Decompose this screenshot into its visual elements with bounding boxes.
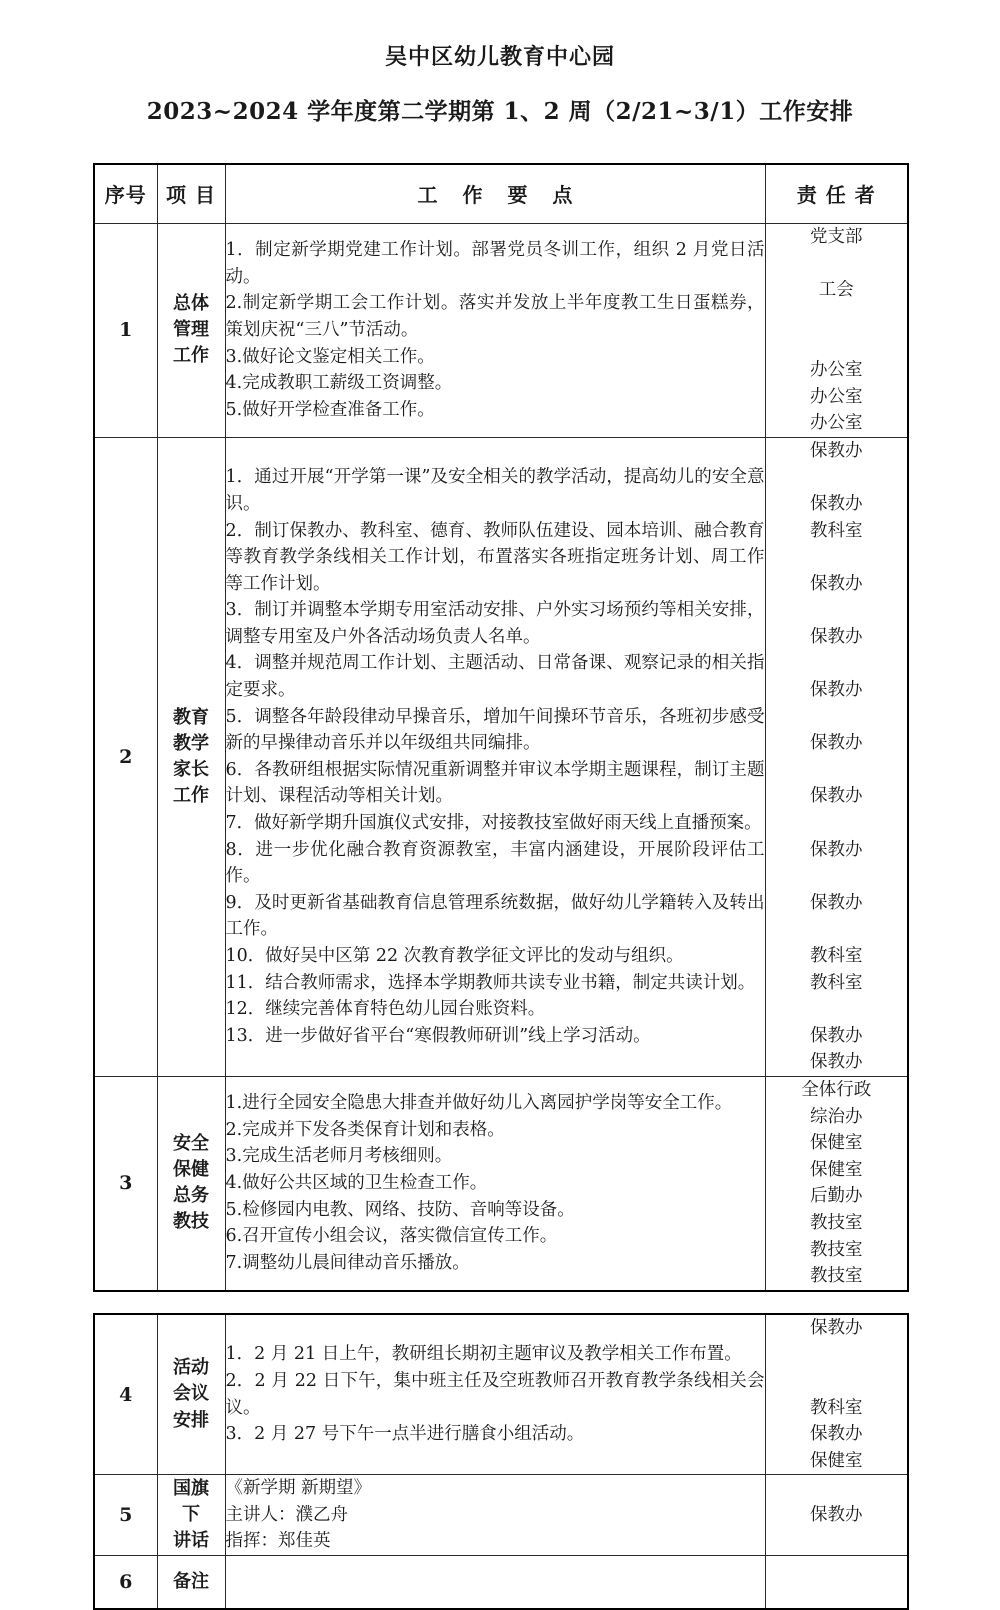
row-work-points bbox=[225, 1475, 765, 1556]
row-responsible bbox=[765, 1314, 908, 1475]
responsible-line: 保教办 bbox=[810, 733, 863, 754]
work-item: 6.召开宣传小组会议，落实微信宣传工作。 bbox=[225, 1226, 558, 1247]
responsible-line: 工会 bbox=[818, 280, 854, 301]
project-line: 备注 bbox=[173, 1571, 209, 1593]
row-project bbox=[157, 437, 225, 1076]
responsible-line-spacer bbox=[766, 597, 908, 624]
responsible-line-spacer bbox=[766, 810, 908, 837]
responsible-line-spacer bbox=[766, 916, 908, 943]
row-project bbox=[157, 1556, 225, 1610]
responsible-line: 保教办 bbox=[810, 1504, 863, 1525]
row-work-points-empty bbox=[225, 1556, 765, 1610]
project-line: 保健 bbox=[173, 1159, 209, 1181]
responsible-line: 保教办 bbox=[810, 839, 863, 860]
project-line: 活动 bbox=[173, 1357, 209, 1379]
table-row bbox=[94, 1076, 908, 1290]
work-item: 8．进一步优化融合教育资源教室，丰富内涵建设，开展阶段评估工作。 bbox=[225, 839, 765, 887]
project-line: 国旗 bbox=[173, 1478, 209, 1500]
row-project bbox=[157, 223, 225, 437]
project-line: 总务 bbox=[173, 1185, 209, 1207]
schedule-table-top-wrapper bbox=[93, 163, 907, 1292]
responsible-line: 后勤办 bbox=[810, 1186, 863, 1207]
work-item: 10．做好吴中区第 22 次教育教学征文评比的发动与组织。 bbox=[225, 946, 684, 967]
project-line: 工作 bbox=[173, 784, 209, 806]
row-number: 5 bbox=[94, 1475, 157, 1556]
responsible-line: 保教办 bbox=[810, 573, 863, 594]
row-number: 1 bbox=[94, 223, 157, 437]
row-number: 3 bbox=[94, 1076, 157, 1290]
project-line: 教技 bbox=[173, 1211, 209, 1233]
work-item: 3．2 月 27 号下午一点半进行膳食小组活动。 bbox=[225, 1424, 585, 1445]
row-number: 4 bbox=[94, 1314, 157, 1475]
row-project bbox=[157, 1314, 225, 1475]
table-header-row bbox=[94, 164, 908, 224]
row-project bbox=[157, 1475, 225, 1556]
responsible-line: 保教办 bbox=[810, 1052, 863, 1073]
work-item: 12．继续完善体育特色幼儿园台账资料。 bbox=[225, 999, 546, 1020]
responsible-line-spacer bbox=[766, 464, 908, 491]
responsible-line: 综治办 bbox=[810, 1106, 863, 1127]
responsible-line: 保健室 bbox=[810, 1133, 863, 1154]
responsible-line-spacer bbox=[766, 757, 908, 784]
row-number: 2 bbox=[94, 437, 157, 1076]
row-work-points bbox=[225, 1314, 765, 1475]
row-responsible bbox=[765, 223, 908, 437]
row-work-points bbox=[225, 223, 765, 437]
work-item: 1．通过开展“开学第一课”及安全相关的教学活动，提高幼儿的安全意识。 bbox=[225, 467, 765, 514]
responsible-line: 保健室 bbox=[810, 1450, 863, 1471]
work-item: 2.制定新学期工会工作计划。落实并发放上半年度教工生日蛋糕券，策划庆祝“三八”节活动。 bbox=[225, 293, 765, 341]
table-row bbox=[94, 1314, 908, 1475]
project-line: 下 bbox=[182, 1504, 200, 1526]
work-item: 5．调整各年龄段律动早操音乐，增加午间操环节音乐，各班初步感受新的早操律动音乐并以年级组共同编排。 bbox=[225, 706, 765, 754]
responsible-line: 保教办 bbox=[810, 493, 863, 514]
work-item: 7.调整幼儿晨间律动音乐播放。 bbox=[225, 1252, 470, 1273]
responsible-line: 全体行政 bbox=[801, 1079, 872, 1100]
work-item: 1．2 月 21 日上午，教研组长期初主题审议及教学相关工作布置。 bbox=[225, 1344, 742, 1365]
work-item: 5.做好开学检查准备工作。 bbox=[225, 399, 435, 420]
responsible-line-spacer bbox=[766, 330, 908, 357]
work-item: 3.完成生活老师月考核细则。 bbox=[225, 1146, 453, 1167]
work-item: 4．调整并规范周工作计划、主题活动、日常备课、观察记录的相关指定要求。 bbox=[225, 653, 765, 701]
work-item: 13．进一步做好省平台“寒假教师研训”线上学习活动。 bbox=[225, 1025, 651, 1046]
work-item: 5.检修园内电教、网络、技防、音响等设备。 bbox=[225, 1199, 575, 1220]
responsible-line-spacer bbox=[766, 251, 908, 278]
row-project bbox=[157, 1076, 225, 1290]
title-block bbox=[0, 0, 1000, 126]
schedule-table-top bbox=[93, 163, 909, 1292]
row-number: 6 bbox=[94, 1556, 157, 1610]
responsible-line: 教科室 bbox=[810, 972, 863, 993]
header-cell-no: 序号 bbox=[94, 164, 157, 224]
responsible-line: 党支部 bbox=[810, 226, 863, 247]
schedule-table-bottom-wrapper bbox=[93, 1313, 907, 1610]
work-item: 2.完成并下发各类保育计划和表格。 bbox=[225, 1119, 505, 1140]
work-item: 指挥：郑佳英 bbox=[225, 1531, 331, 1552]
responsible-line-spacer bbox=[766, 704, 908, 731]
schedule-table-bottom bbox=[93, 1313, 909, 1610]
responsible-line-spacer bbox=[766, 304, 908, 331]
responsible-line-spacer bbox=[766, 544, 908, 571]
responsible-line-spacer bbox=[766, 650, 908, 677]
row-responsible bbox=[765, 1475, 908, 1556]
project-line: 讲话 bbox=[173, 1530, 209, 1552]
project-line: 总体 bbox=[173, 293, 209, 315]
work-item: 1.进行全园安全隐患大排查并做好幼儿入离园护学岗等安全工作。 bbox=[225, 1093, 733, 1114]
responsible-line: 保教办 bbox=[810, 440, 863, 461]
work-item: 4.完成教职工薪级工资调整。 bbox=[225, 373, 453, 394]
responsible-line: 保教办 bbox=[810, 892, 863, 913]
responsible-line: 办公室 bbox=[810, 386, 863, 407]
project-line: 教学 bbox=[173, 732, 209, 754]
project-line: 会议 bbox=[173, 1383, 209, 1405]
responsible-line-spacer bbox=[766, 996, 908, 1023]
project-line: 家长 bbox=[173, 758, 209, 780]
work-item: 9．及时更新省基础教育信息管理系统数据，做好幼儿学籍转入及转出工作。 bbox=[225, 892, 765, 940]
responsible-line: 教技室 bbox=[810, 1212, 863, 1233]
responsible-line: 保教办 bbox=[810, 680, 863, 701]
header-cell-work: 工 作 要 点 bbox=[225, 164, 765, 224]
work-item: 11．结合教师需求，选择本学期教师共读专业书籍，制定共读计划。 bbox=[225, 972, 756, 993]
responsible-line: 保健室 bbox=[810, 1159, 863, 1180]
work-item: 6．各教研组根据实际情况重新调整并审议本学期主题课程，制订主题计划、课程活动等相关计划。 bbox=[225, 759, 765, 807]
responsible-line: 保教办 bbox=[810, 626, 863, 647]
responsible-line: 教科室 bbox=[810, 520, 863, 541]
responsible-line: 教科室 bbox=[810, 946, 863, 967]
header-cell-project: 项 目 bbox=[157, 164, 225, 224]
responsible-line: 保教办 bbox=[810, 786, 863, 807]
responsible-line-spacer bbox=[766, 1341, 908, 1368]
work-item: 2．2 月 22 日下午，集中班主任及空班教师召开教育教学条线相关会议。 bbox=[225, 1370, 765, 1418]
project-line: 安排 bbox=[173, 1409, 209, 1431]
work-item: 1．制定新学期党建工作计划。部署党员冬训工作，组织 2 月党日活动。 bbox=[225, 240, 765, 287]
responsible-line: 保教办 bbox=[810, 1317, 863, 1338]
row-work-points bbox=[225, 1076, 765, 1290]
project-line: 管理 bbox=[173, 319, 209, 341]
page-subtitle: 2023~2024 学年度第二学期第 1、2 周（2/21~3/1）工作安排 bbox=[146, 98, 854, 126]
project-line: 教育 bbox=[173, 706, 209, 728]
project-line: 工作 bbox=[173, 345, 209, 367]
project-line: 安全 bbox=[173, 1133, 209, 1155]
work-item: 3．制订并调整本学期专用室活动安排、户外实习场预约等相关安排，调整专用室及户外各活动场负责人名单。 bbox=[225, 600, 765, 647]
row-responsible bbox=[765, 1076, 908, 1290]
page-title: 吴中区幼儿教育中心园 bbox=[384, 44, 615, 70]
work-item: 主讲人：濮乙舟 bbox=[225, 1504, 348, 1525]
work-item: 7．做好新学期升国旗仪式安排，对接教技室做好雨天线上直播预案。 bbox=[225, 813, 762, 834]
work-item: 2．制订保教办、教科室、德育、教师队伍建设、园本培训、融合教育等教育教学条线相关工作计划，布置落实各班指定班务计划、周工作等工作计划。 bbox=[225, 520, 765, 594]
row-responsible-empty bbox=[765, 1556, 908, 1610]
responsible-line-spacer bbox=[766, 863, 908, 890]
responsible-line-spacer bbox=[766, 1368, 908, 1395]
responsible-line: 教技室 bbox=[810, 1266, 863, 1287]
row-work-points bbox=[225, 437, 765, 1076]
table-row bbox=[94, 1556, 908, 1610]
responsible-line: 教科室 bbox=[810, 1397, 863, 1418]
table-row bbox=[94, 437, 908, 1076]
work-item: 4.做好公共区域的卫生检查工作。 bbox=[225, 1173, 488, 1194]
header-cell-responsible: 责 任 者 bbox=[765, 164, 908, 224]
responsible-line: 保教办 bbox=[810, 1025, 863, 1046]
row-responsible bbox=[765, 437, 908, 1076]
table-row bbox=[94, 223, 908, 437]
responsible-line: 办公室 bbox=[810, 359, 863, 380]
responsible-line: 办公室 bbox=[810, 413, 863, 434]
responsible-line: 教技室 bbox=[810, 1239, 863, 1260]
work-item: 3.做好论文鉴定相关工作。 bbox=[225, 346, 435, 367]
responsible-line: 保教办 bbox=[810, 1424, 863, 1445]
work-item: 《新学期 新期望》 bbox=[225, 1478, 372, 1499]
table-row bbox=[94, 1475, 908, 1556]
